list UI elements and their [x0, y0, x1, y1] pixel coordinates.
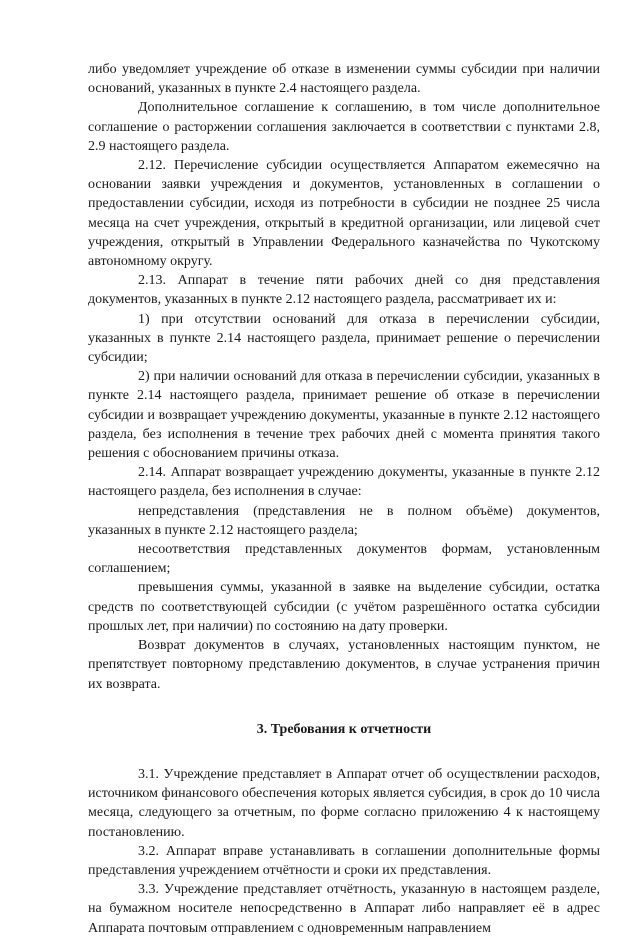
paragraph-additional-agreement: Дополнительное соглашение к соглашению, в том числе дополнительное соглашение о расторжении соглашения заключается в соответствии с пунктами 2.8, 2.9 настоящего раздела. [88, 100, 600, 154]
paragraph-return-documents: Возврат документов в случаях, установленных настоящим пунктом, не препятствует повторному представлению документов, в случае устранения причин их возврата. [88, 638, 600, 692]
paragraph-3-2: 3.2. Аппарат вправе устанавливать в соглашении дополнительные формы представления учреждением отчётности и сроки их представления. [88, 843, 600, 878]
paragraph-continuation: либо уведомляет учреждение об отказе в изменении суммы субсидии при наличии оснований, указанных в пункте 2.4 настоящего раздела. [88, 62, 600, 97]
paragraph-2-13-item-2: 2) при наличии оснований для отказа в перечислении субсидии, указанных в пункте 2.14 настоящего раздела, принимает решение об отказе в перечислении субсидии и возвращает учреждению документы, указанные в пункте 2.12 настоящего раздела, без исполнения в течение трех рабочих дней с момента принятия такого решения с обоснованием причины отказа. [88, 369, 600, 462]
paragraph-2-13-item-1: 1) при отсутствии оснований для отказа в перечислении субсидии, указанных в пункте 2.14 настоящего раздела, принимает решение о перечислении субсидии; [88, 311, 600, 366]
paragraph-2-14-case-2: несоответствия представленных документов формам, установленным соглашением; [88, 542, 600, 577]
section-heading: 3. Требования к отчетности [256, 721, 432, 737]
paragraph-2-12: 2.12. Перечисление субсидии осуществляется Аппаратом ежемесячно на основании заявки учреждения и документов, установленных в соглашении о предоставлении субсидии, исходя из потребности в субсидии не позднее 25 числа месяца на счет учреждения, открытый в кредитной организации, или лицевой счет учреждения, открытый в Управлении Федерального казначейства по Чукотскому автономному округу. [88, 158, 600, 270]
paragraph-2-14-case-3: превышения суммы, указанной в заявке на выделение субсидии, остатка средств по соответствующей субсидии (с учётом разрешённого остатка субсидии прошлых лет, при наличии) по состоянию на дату проверки. [88, 580, 600, 634]
paragraph-2-13: 2.13. Аппарат в течение пяти рабочих дней со дня представления документов, указанных в пункте 2.12 настоящего раздела, рассматривает их и: [88, 273, 600, 308]
paragraph-2-14-case-1: непредставления (представления не в полном объёме) документов, указанных в пункте 2.12 настоящего раздела; [88, 503, 600, 538]
paragraph-2-14: 2.14. Аппарат возвращает учреждению документы, указанные в пункте 2.12 настоящего раздела, без исполнения в случае: [88, 465, 600, 500]
paragraph-3-3: 3.3. Учреждение представляет отчётность, указанную в настоящем разделе, на бумажном носителе непосредственно в Аппарат либо направляет её в адрес Аппарата почтовым отправлением с одновременным направлением [88, 882, 600, 936]
paragraph-3-1: 3.1. Учреждение представляет в Аппарат отчет об осуществлении расходов, источником финансового обеспечения которых является субсидия, в срок до 10 числа месяца, следующего за отчетным, по форме согласно приложению 4 к настоящему постановлению. [88, 766, 600, 840]
